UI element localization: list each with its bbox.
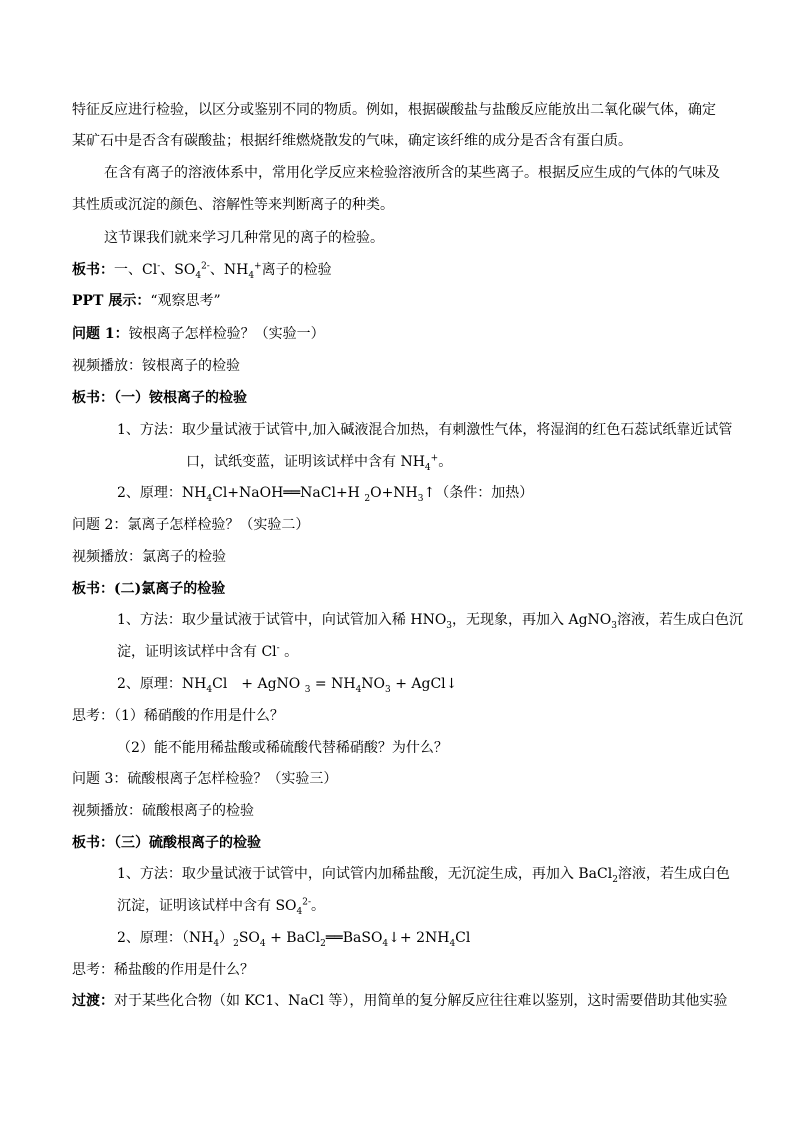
method-1-line-2 bbox=[186, 452, 452, 472]
transition-line bbox=[72, 991, 727, 1011]
formula-text: NO bbox=[361, 676, 386, 692]
board-text: 、NH bbox=[209, 262, 249, 278]
subscript: 4 bbox=[355, 684, 362, 695]
formula-text: 2、原理：（NH bbox=[117, 930, 214, 946]
method-text: 1、方法：取少量试液于试管中，向试管内加稀盐酸，无沉淀生成，再加入 BaCl bbox=[117, 866, 613, 882]
board-heading: （一）铵根离子的检验 bbox=[114, 390, 247, 406]
method-text: 口，试纸变蓝，证明该试样中含有 NH bbox=[186, 454, 425, 470]
principle-2 bbox=[117, 674, 457, 694]
ppt-line bbox=[72, 291, 221, 311]
method-text: 。 bbox=[279, 644, 299, 660]
board-heading: (二)氯离子的检验 bbox=[114, 581, 226, 597]
subscript: 4 bbox=[195, 270, 202, 281]
ppt-text: “观察思考” bbox=[150, 293, 221, 309]
method-text: 溶液，若生成白色沉 bbox=[617, 612, 744, 628]
method-2-line-1 bbox=[117, 610, 743, 630]
board-note-sulfate bbox=[72, 833, 261, 853]
method-text: 1、方法：取少量试液于试管中，向试管加入稀 HNO bbox=[117, 612, 447, 628]
video-1: 视频播放：铵根离子的检验 bbox=[72, 358, 240, 374]
subscript: 3 bbox=[304, 684, 311, 695]
method-text: 沉淀，证明该试样中含有 SO bbox=[117, 898, 297, 914]
intro-paragraph-3: 这节课我们就来学习几种常见的离子的检验。 bbox=[104, 230, 384, 246]
transition-label: 过渡： bbox=[72, 993, 114, 1009]
formula-text: + BaCl bbox=[265, 930, 321, 946]
board-note-ammonium bbox=[72, 388, 247, 408]
subscript: 2 bbox=[233, 938, 239, 949]
board-label: 板书： bbox=[72, 835, 114, 851]
intro-line-2: 某矿石中是否含有碳酸盐；根据纤维燃烧散发的气味，确定该纤维的成分是否含有蛋白质。 bbox=[72, 133, 632, 149]
method-text: 淀，证明该试样中含有 Cl bbox=[117, 644, 277, 660]
superscript: 2- bbox=[302, 897, 312, 908]
formula-text: + AgCl↓ bbox=[390, 676, 458, 692]
question-1 bbox=[72, 324, 325, 344]
subscript: 4 bbox=[296, 906, 303, 917]
formula-text: 2、原理：NH bbox=[117, 676, 207, 692]
board-text: 离子的检验 bbox=[261, 262, 332, 278]
formula-text: SO bbox=[238, 930, 260, 946]
formula-text: ══BaSO bbox=[325, 930, 383, 946]
question-2: 问题 2：氯离子怎样检验？（实验二） bbox=[72, 517, 310, 533]
superscript: - bbox=[157, 261, 161, 272]
subscript: 4 bbox=[206, 684, 213, 695]
principle-1 bbox=[117, 483, 533, 503]
intro-paragraph-2-line-1: 在含有离子的溶液体系中，常用化学反应来检验溶液所含的某些离子。根据反应生成的气体的气味及 bbox=[104, 165, 720, 181]
method-2-line-2 bbox=[117, 642, 298, 662]
superscript: + bbox=[254, 261, 262, 272]
subscript: 3 bbox=[611, 620, 618, 631]
subscript: 4 bbox=[213, 938, 220, 949]
board-label: 板书： bbox=[72, 390, 114, 406]
question-label: 问题 1： bbox=[72, 326, 129, 342]
method-text: 。 bbox=[438, 454, 453, 470]
think-1-line-1: 思考：（1）稀硝酸的作用是什么？ bbox=[72, 708, 284, 724]
subscript: 3 bbox=[417, 493, 424, 504]
superscript: 2- bbox=[201, 261, 210, 272]
think-1-line-2: （2）能不能用稀盐酸或稀硫酸代替稀硝酸？为什么？ bbox=[117, 740, 448, 756]
transition-text: 对于某些化合物（如 KC1、NaCl 等），用简单的复分解反应往往难以鉴别，这时需要借助其他实验 bbox=[114, 993, 728, 1009]
principle-3 bbox=[117, 928, 470, 948]
subscript: 4 bbox=[424, 462, 431, 473]
formula-text: = NH bbox=[310, 676, 356, 692]
subscript: 4 bbox=[206, 493, 213, 504]
board-text: 、SO bbox=[160, 262, 196, 278]
subscript: 2 bbox=[612, 874, 618, 885]
subscript: 2 bbox=[364, 493, 371, 504]
formula-text: Cl + AgNO bbox=[212, 676, 305, 692]
board-label: 板书： bbox=[72, 262, 114, 278]
intro-line-1: 特征反应进行检验，以区分或鉴别不同的物质。例如，根据碳酸盐与盐酸反应能放出二氧化碳气体，确定 bbox=[72, 102, 716, 118]
formula-text: ↓+ 2NH bbox=[388, 930, 450, 946]
superscript: - bbox=[276, 643, 280, 654]
formula-text: O+NH bbox=[370, 485, 418, 501]
question-text: 铵根离子怎样检验？（实验一） bbox=[128, 326, 325, 342]
board-note-chloride bbox=[72, 579, 225, 599]
ppt-label: PPT 展示： bbox=[72, 293, 151, 309]
board-label: 板书： bbox=[72, 581, 114, 597]
video-3: 视频播放：硫酸根离子的检验 bbox=[72, 803, 254, 819]
method-1-line-1: 1、方法：取少量试液于试管中,加入碱液混合加热，有刺激性气体，将湿润的红色石蕊试纸靠近试管 bbox=[117, 422, 733, 438]
subscript: 4 bbox=[449, 938, 456, 949]
subscript: 4 bbox=[248, 270, 255, 281]
subscript: 2 bbox=[320, 938, 326, 949]
method-3-line-1 bbox=[117, 864, 730, 884]
video-2: 视频播放：氯离子的检验 bbox=[72, 549, 226, 565]
board-note-ions bbox=[72, 260, 332, 280]
method-text: 溶液，若生成白色 bbox=[617, 866, 730, 882]
think-2: 思考：稀盐酸的作用是什么？ bbox=[72, 962, 254, 978]
subscript: 4 bbox=[382, 938, 389, 949]
subscript: 4 bbox=[259, 938, 266, 949]
formula-text: ） bbox=[219, 930, 234, 946]
subscript: 3 bbox=[385, 684, 391, 695]
method-text: 。 bbox=[311, 898, 326, 914]
formula-text: 2、原理：NH bbox=[117, 485, 207, 501]
board-heading: （三）硫酸根离子的检验 bbox=[114, 835, 261, 851]
board-text: 一、Cl bbox=[114, 262, 158, 278]
formula-text: Cl bbox=[455, 930, 471, 946]
method-text: ，无现象，再加入 AgNO bbox=[452, 612, 612, 628]
method-3-line-2 bbox=[117, 896, 325, 916]
question-3: 问题 3：硫酸根离子怎样检验？（实验三） bbox=[72, 771, 338, 787]
intro-paragraph-2-line-2: 其性质或沉淀的颜色、溶解性等来判断离子的种类。 bbox=[72, 197, 394, 213]
subscript: 3 bbox=[446, 620, 453, 631]
formula-text: Cl+NaOH══NaCl+H bbox=[212, 485, 365, 501]
formula-text: ↑（条件：加热） bbox=[423, 485, 534, 501]
superscript: + bbox=[430, 453, 439, 464]
